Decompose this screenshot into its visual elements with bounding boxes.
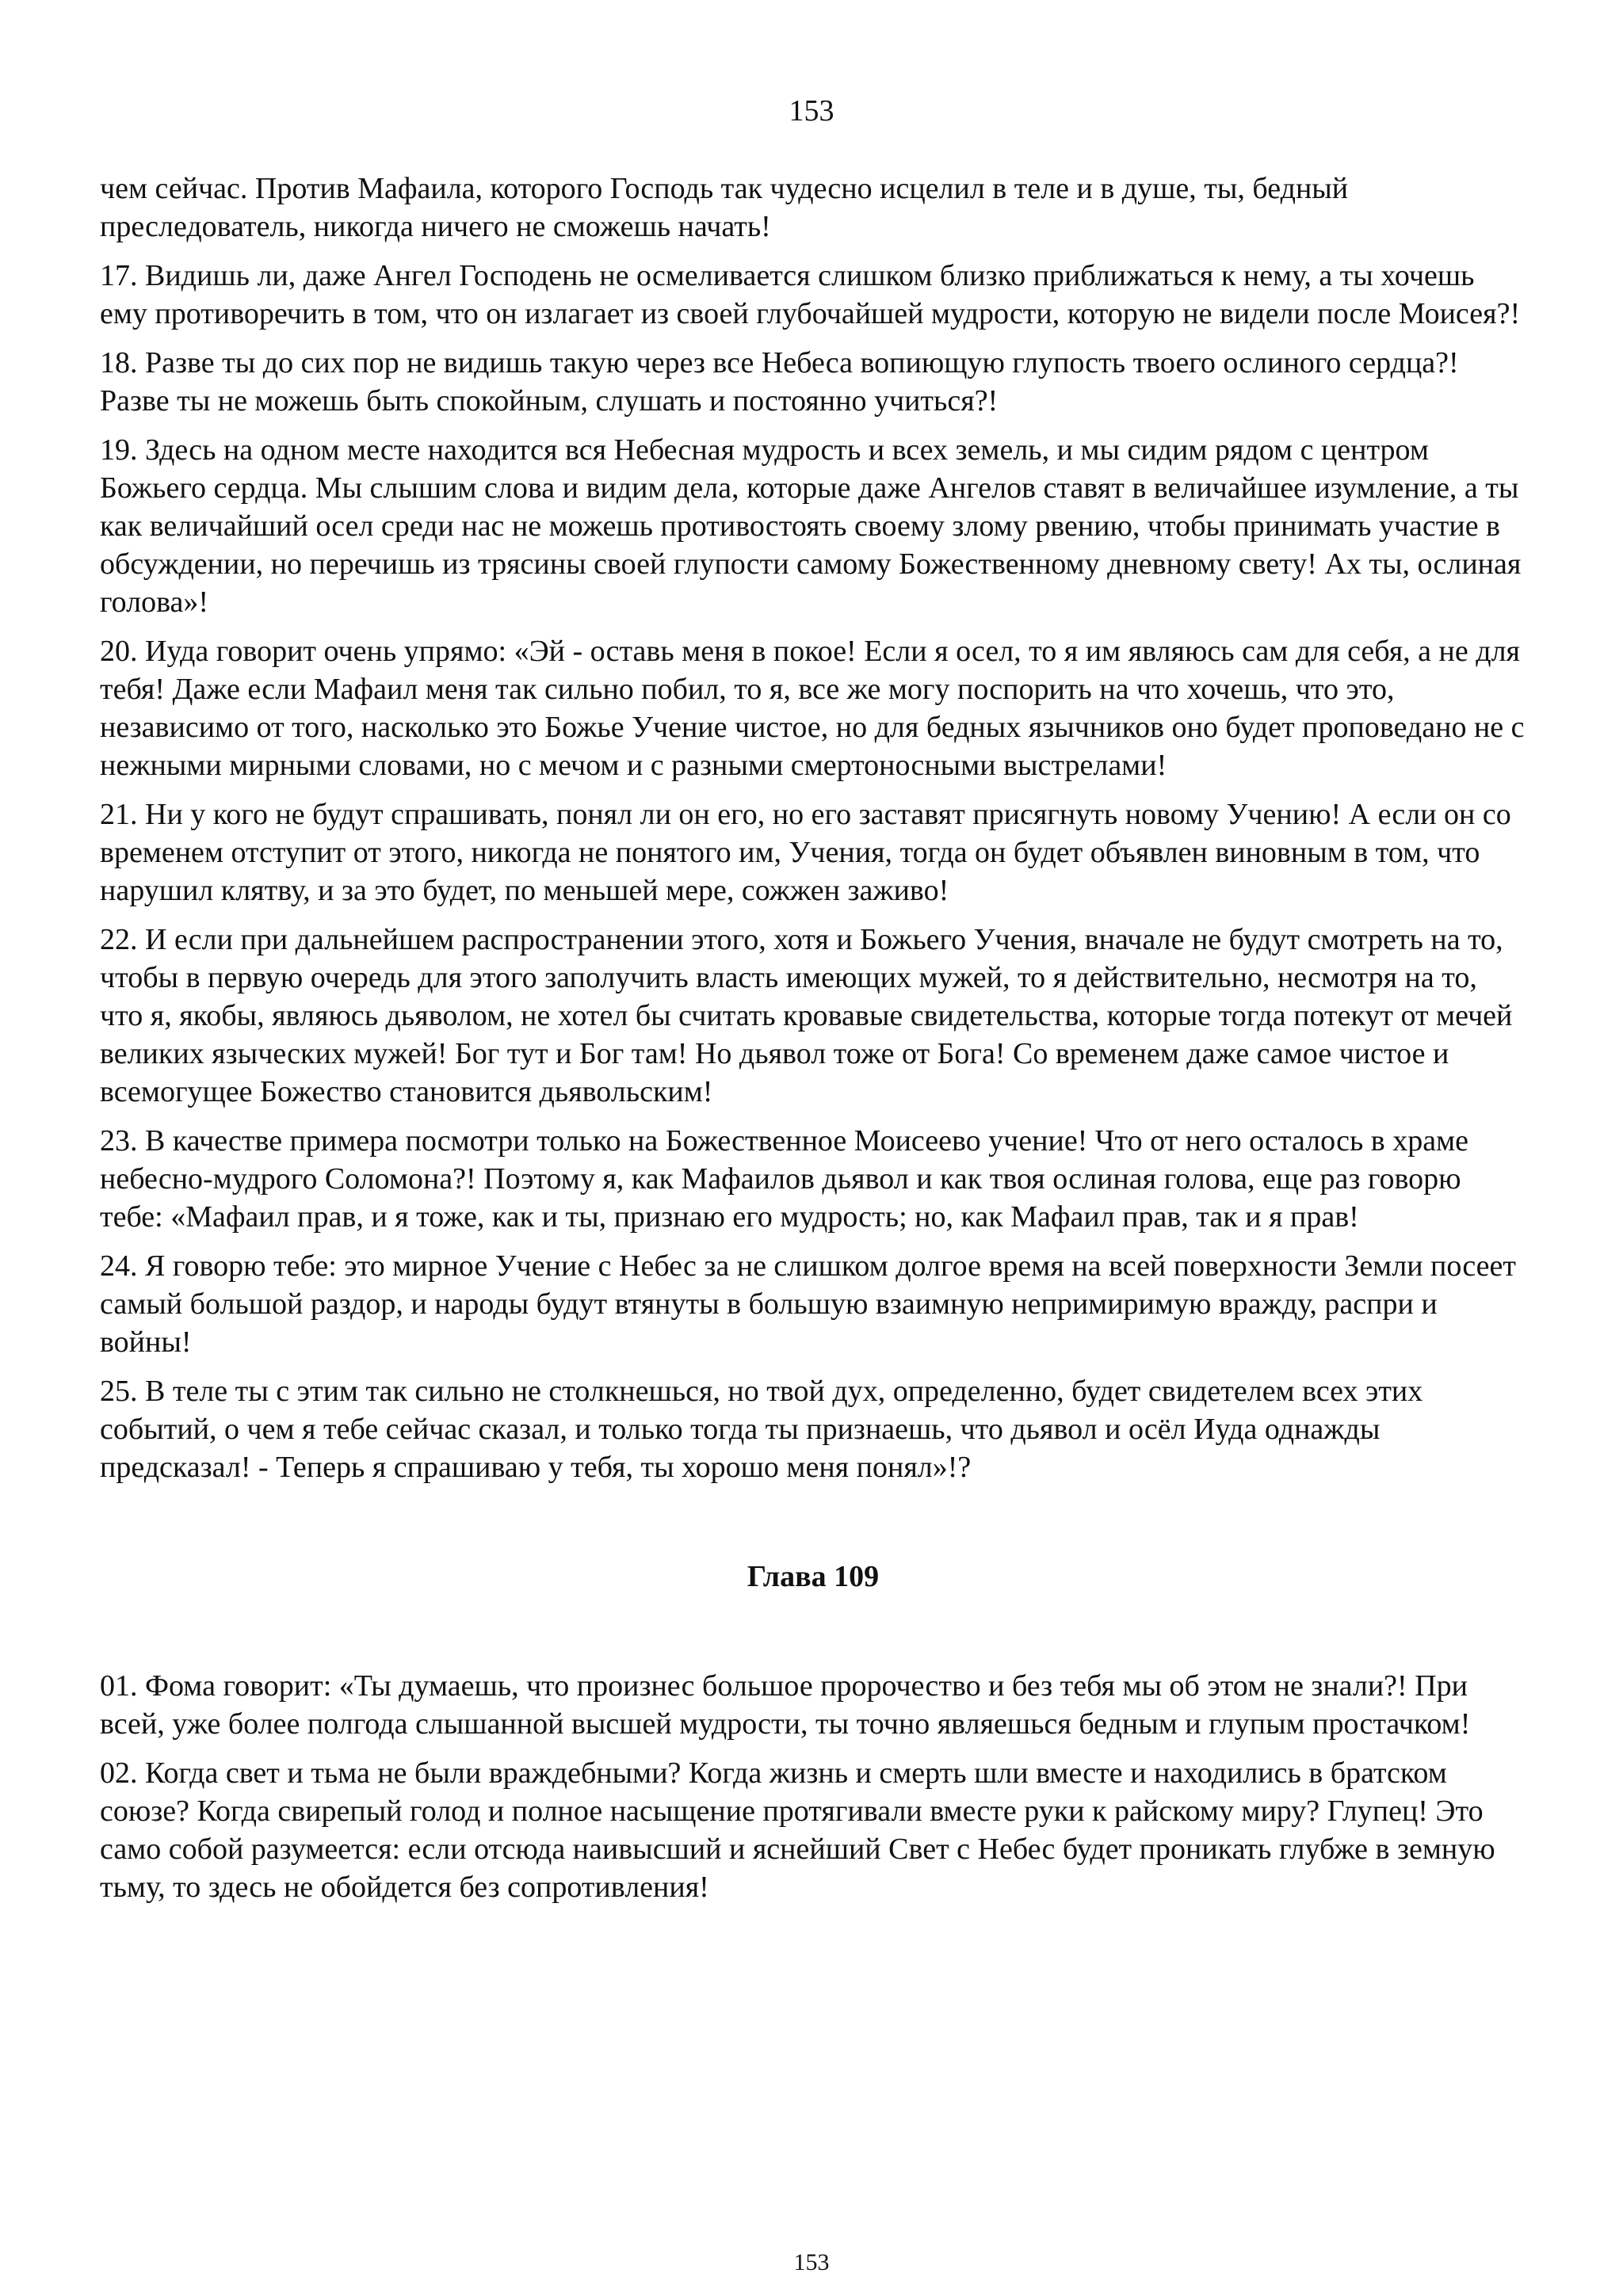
page-body xyxy=(100,170,1526,1917)
paragraph: 22. И если при дальнейшем распространении этого, хотя и Божьего Учения, вначале не будут смотреть на то, чтобы в первую очередь для этого заполучить власть имеющих мужей, то я действительно, несмотря на то, что я, якобы, являюсь дьяволом, не хотел бы считать кровавые свидетельства, которые тогда потекут от мечей великих языческих мужей! Бог тут и Бог там! Но дьявол тоже от Бога! Со временем даже самое чистое и всемогущее Божество становится дьявольским! xyxy=(100,923,1513,1108)
paragraph: чем сейчас. Против Мафаила, которого Господь так чудесно исцелил в теле и в душе, ты, бедный преследователь, никогда ничего не сможешь начать! xyxy=(100,172,1349,243)
paragraph: 20. Иуда говорит очень упрямо: «Эй - оставь меня в покое! Если я осел, то я им являюсь сам для себя, а не для тебя! Даже если Мафаил меня так сильно побил, то я, все же могу поспорить на что хочешь, что это, независимо от того, насколько это Божье Учение чистое, но для бедных язычников оно будет проповедано не с нежными мирными словами, но с мечом и с разными смертоносными выстрелами! xyxy=(100,635,1525,782)
paragraph: 01. Фома говорит: «Ты думаешь, что произнес большое пророчество и без тебя мы об этом не знали?! При всей, уже более полгода слышанной высшей мудрости, ты точно являешься бедным и глупым простачком! xyxy=(100,1669,1471,1741)
chapter-title: Глава 109 xyxy=(747,1560,880,1593)
paragraph: 23. В качестве примера посмотри только на Божественное Моисеево учение! Что от него осталось в храме небесно-мудрого Соломона?! Поэтому я, как Мафаилов дьявол и как твоя ослиная голова, еще раз говорю тебе: «Мафаил прав, и я тоже, как и ты, признаю его мудрость; но, как Мафаил прав, так и я прав! xyxy=(100,1124,1468,1234)
paragraph: 21. Ни у кого не будут спрашивать, понял ли он его, но его заставят присягнуть новому Учению! А если он со временем отступит от этого, никогда не понятого им, Учения, тогда он будет объявлен виновным в том, что нарушил клятву, и за это будет, по меньшей мере, сожжен заживо! xyxy=(100,798,1511,907)
page-number-bottom: 153 xyxy=(793,2249,830,2275)
paragraph: 25. В теле ты с этим так сильно не столкнешься, но твой дух, определенно, будет свидетелем всех этих событий, о чем я тебе сейчас сказал, и только тогда ты признаешь, что дьявол и осёл Иуда однажды предсказал! - Теперь я спрашиваю у тебя, ты хорошо меня понял»!? xyxy=(100,1375,1423,1484)
paragraph: 18. Разве ты до сих пор не видишь такую через все Небеса вопиющую глупость твоего ослиного сердца?! Разве ты не можешь быть спокойным, слушать и постоянно учиться?! xyxy=(100,346,1459,418)
page-number-top: 153 xyxy=(789,94,834,128)
paragraph: 24. Я говорю тебе: это мирное Учение с Небес за не слишком долгое время на всей поверхности Земли посеет самый большой раздор, и народы будут втянуты в большую взаимную непримиримую вражду, распри и войны! xyxy=(100,1249,1516,1359)
paragraph: 19. Здесь на одном месте находится вся Небесная мудрость и всех земель, и мы сидим рядом с центром Божьего сердца. Мы слышим слова и видим дела, которые даже Ангелов ставят в величайшее изумление, а ты как величайший осел среди нас не можешь противостоять своему злому рвению, чтобы принимать участие в обсуждении, но перечишь из трясины своей глупости самому Божественному дневному свету! Ах ты, ослиная голова»! xyxy=(100,433,1522,619)
paragraph: 02. Когда свет и тьма не были враждебными? Когда жизнь и смерть шли вместе и находились в братском союзе? Когда свирепый голод и полное насыщение протягивали вместе руки к райскому миру? Глупец! Это само собой разумеется: если отсюда наивысший и яснейший Свет с Небес будет проникать глубже в земную тьму, то здесь не обойдется без сопротивления! xyxy=(100,1756,1495,1904)
paragraph: 17. Видишь ли, даже Ангел Господень не осмеливается слишком близко приближаться к нему, а ты хочешь ему противоречить в том, что он излагает из своей глубочайшей мудрости, которую не видели после Моисея?! xyxy=(100,259,1521,330)
